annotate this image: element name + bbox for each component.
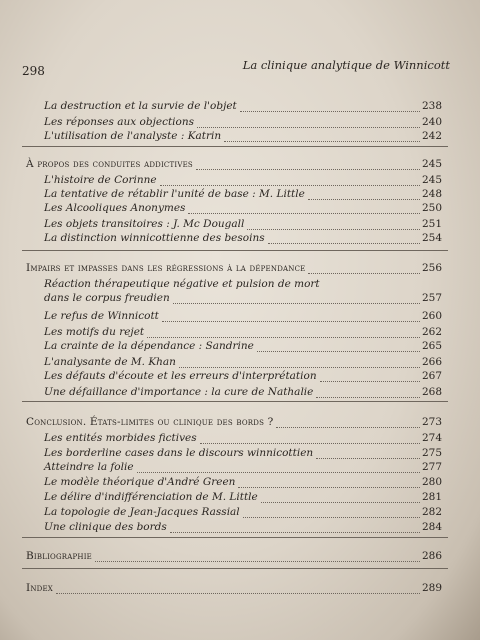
toc-entry-title: La destruction et la survie de l'objet <box>44 100 237 112</box>
toc-entry-page: 277 <box>421 461 442 473</box>
toc-entry-page: 274 <box>421 432 442 444</box>
toc-entry-page: 266 <box>421 356 442 368</box>
toc-entry-title: La topologie de Jean-Jacques Rassial <box>44 506 240 518</box>
toc-entry-title: Une défaillance d'importance : la cure de Nathalie <box>44 386 314 398</box>
toc-entry-title: Les défauts d'écoute et les erreurs d'interprétation <box>44 370 317 382</box>
toc-entry-title: L'histoire de Corinne <box>44 174 157 186</box>
toc-entry-title: Le délire d'indifférenciation de M. Little <box>44 491 258 503</box>
dot-leader <box>160 184 420 186</box>
toc-section-title: À propos des conduites addictives <box>26 158 193 170</box>
section-divider <box>22 537 448 538</box>
toc-entry-page: 251 <box>421 218 442 230</box>
toc-entry-title: Atteindre la folie <box>44 461 134 473</box>
dot-leader <box>200 442 420 444</box>
toc-section-title: Conclusion. États-limites ou clinique des bords ? <box>26 416 274 428</box>
toc-entry-title: Les objets transitoires : J. Mc Dougall <box>44 218 245 230</box>
toc-entry-title: Une clinique des bords <box>44 521 167 533</box>
toc-section-page: 289 <box>421 582 442 594</box>
dot-leader <box>224 140 420 142</box>
toc-section-page: 245 <box>421 158 442 170</box>
toc-entry-page: 242 <box>421 130 442 142</box>
toc-section-page: 256 <box>421 262 442 274</box>
toc-entry-title: Les motifs du rejet <box>44 326 145 338</box>
dot-leader <box>316 396 420 398</box>
toc-entry-page: 280 <box>421 476 442 488</box>
toc-entry-page: 275 <box>421 447 442 459</box>
toc-section-title: Impairs et impasses dans les régressions à la dépendance <box>26 262 306 274</box>
toc-entry-title: Les réponses aux objections <box>44 116 195 128</box>
section-divider <box>22 568 448 569</box>
toc-entry-page: 257 <box>421 292 442 304</box>
page-number: 298 <box>22 64 45 78</box>
section-divider <box>22 146 448 147</box>
dot-leader <box>243 516 420 518</box>
toc-entry-title: Les borderline cases dans le discours winnicottien <box>44 447 314 459</box>
toc-entry-page: 267 <box>421 370 442 382</box>
toc-entry-page: 260 <box>421 310 442 322</box>
toc-entry-title: L'analysante de M. Khan <box>44 356 176 368</box>
toc-section-page: 286 <box>421 550 442 562</box>
dot-leader <box>137 471 420 473</box>
dot-leader <box>197 126 420 128</box>
toc-entry-page: 240 <box>421 116 442 128</box>
dot-leader <box>276 426 420 428</box>
toc-entry-page: 282 <box>421 506 442 518</box>
dot-leader <box>162 320 420 322</box>
toc-entry-page: 238 <box>421 100 442 112</box>
dot-leader <box>196 168 420 170</box>
toc-entry-page: 254 <box>421 232 442 244</box>
toc-entry-page: 281 <box>421 491 442 503</box>
toc-entry-page: 265 <box>421 340 442 352</box>
toc-entry-title: La distinction winnicottienne des besoins <box>44 232 265 244</box>
dot-leader <box>247 228 420 230</box>
dot-leader <box>95 560 420 562</box>
toc-section-title: Index <box>26 582 53 594</box>
section-divider <box>22 401 448 402</box>
toc-entry-page: 284 <box>421 521 442 533</box>
dot-leader <box>147 336 420 338</box>
toc-entry-title: Les Alcooliques Anonymes <box>44 202 186 214</box>
toc-entry-title: La tentative de rétablir l'unité de base : M. Little <box>44 188 305 200</box>
dot-leader <box>179 366 420 368</box>
running-head: La clinique analytique de Winnicott <box>242 58 450 72</box>
dot-leader <box>238 486 420 488</box>
dot-leader <box>257 350 420 352</box>
dot-leader <box>173 302 420 304</box>
dot-leader <box>261 501 420 503</box>
toc-entry-title: L'utilisation de l'analyste : Katrin <box>44 130 222 142</box>
dot-leader <box>308 272 420 274</box>
dot-leader <box>188 212 420 214</box>
dot-leader <box>308 198 420 200</box>
dot-leader <box>320 380 420 382</box>
toc-entry-title: La crainte de la dépendance : Sandrine <box>44 340 254 352</box>
toc-entry-title: Le modèle théorique d'André Green <box>44 476 236 488</box>
dot-leader <box>170 531 420 533</box>
toc-entry-page: 268 <box>421 386 442 398</box>
toc-entry-page: 262 <box>421 326 442 338</box>
toc-entry-page: 245 <box>421 174 442 186</box>
dot-leader <box>56 592 420 594</box>
dot-leader <box>316 457 420 459</box>
toc-entry-title: Le refus de Winnicott <box>44 310 159 322</box>
toc-section-title: Bibliographie <box>26 550 92 562</box>
toc-section-page: 273 <box>421 416 442 428</box>
toc-entry-title: Les entités morbides fictives <box>44 432 197 444</box>
toc-entry-page: 248 <box>421 188 442 200</box>
section-divider <box>22 250 448 251</box>
dot-leader <box>268 242 420 244</box>
toc-entry-title: Réaction thérapeutique négative et pulsion de mort <box>44 278 320 290</box>
dot-leader <box>240 110 420 112</box>
toc-entry-page: 250 <box>421 202 442 214</box>
toc-entry-title-continued: dans le corpus freudien <box>44 292 170 304</box>
